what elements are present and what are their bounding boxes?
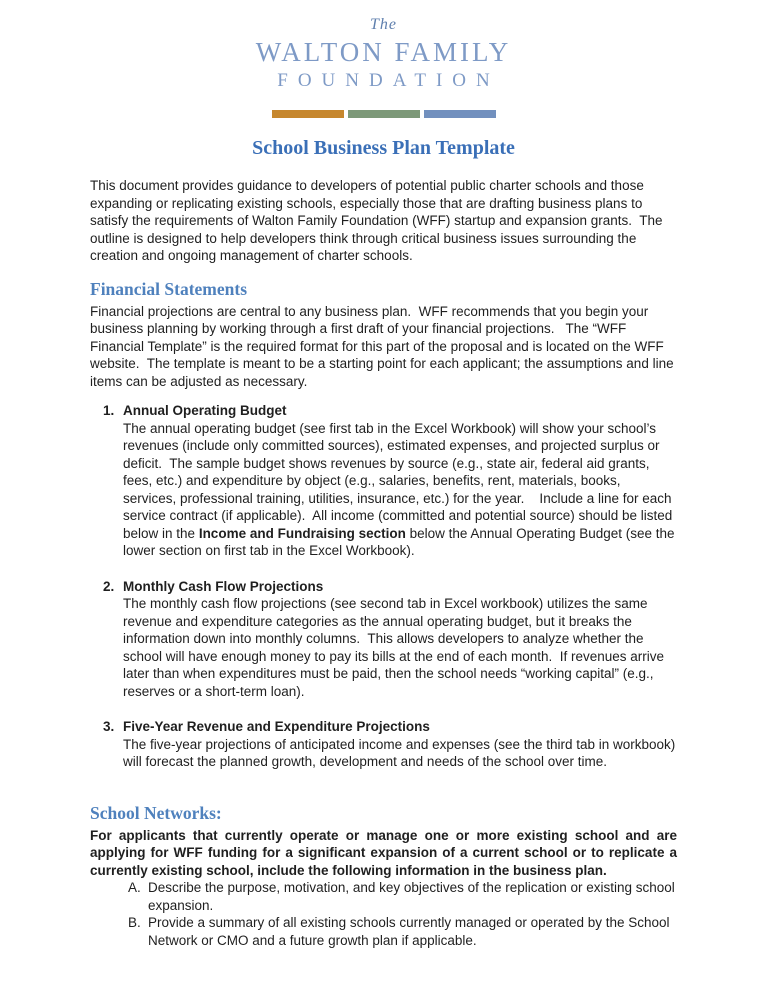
item-number: 1. [103, 403, 115, 418]
item-body [123, 420, 677, 560]
item-heading: Monthly Cash Flow Projections [123, 578, 324, 594]
item-heading: Five-Year Revenue and Expenditure Projections [123, 719, 430, 734]
lettered-list [128, 879, 677, 949]
item-letter: B. [128, 915, 141, 930]
item-content [123, 578, 677, 701]
item-number: 2. [103, 578, 115, 594]
item-body-text: below the Annual Operating Budget (see the lower section on first tab in the Excel Workbook). [123, 525, 679, 558]
page-title: School Business Plan Template [252, 137, 515, 159]
logo-bar-orange [272, 110, 344, 118]
item-body-bold-text: Income and Fundraising section [198, 525, 406, 541]
item-text: Describe the purpose, motivation, and key objectives of the replication or existing school expansion. [148, 880, 679, 913]
numbered-item-five-year-projections [103, 718, 680, 771]
numbered-list [103, 402, 680, 771]
numbered-item-annual-operating-budget [103, 402, 677, 560]
item-body-text: The annual operating budget (see first tab in the Excel Workbook) will show your school’s revenues (include only committed sources), estimated expenses, and projected surplus or deficit. The sample budget shows revenues by source (e.g., state air, federal aid grants, fees, etc.) and expenditure by object (e.g., salaries, benefits, rent, materials, books, services, professional training, utilities, insurance, etc.) for the year. Include a line for each service contract (if applicable). All income (committed and potential source) should be listed below in the [123, 420, 677, 541]
section-heading-school-networks: School Networks: [90, 802, 222, 823]
logo-subname: FOUNDATION [277, 70, 500, 91]
item-body: The monthly cash flow projections (see second tab in Excel workbook) utilizes the same revenue and expenditure categories as the annual operating budget, but it breaks the information down into monthly columns. This allows developers to analyze whether the school will have enough money to pay its bills at the end of each month. If revenues arrive later than when expenditures must be paid, then the school needs “working capital” (e.g., reserves or a short-term loan). [123, 596, 668, 699]
logo-name: WALTON FAMILY [255, 37, 512, 67]
item-content [123, 718, 680, 771]
logo-prefix: The [370, 16, 397, 33]
intro-paragraph: This document provides guidance to developers of potential public charter schools and those expanding or replicating existing schools, especially those that are drafting business plans to satisfy the requirements of Walton Family Foundation (WFF) startup and expansion grants. The outline is designed to help developers think through critical business issues surrounding the creation and ongoing management of charter schools. [90, 178, 667, 263]
logo-bar-green [348, 110, 420, 118]
walton-family-foundation-logo [90, 16, 677, 118]
item-body: The five-year projections of anticipated income and expenses (see the third tab in workbook) will forecast the planned growth, development and needs of the school over time. [123, 736, 680, 769]
school-networks-paragraph: For applicants that currently operate or manage one or more existing school and are applying for WFF funding for a significant expansion of a current school or to replicate a currently existing school, include the following information in the business plan. [90, 827, 677, 878]
item-number: 3. [103, 719, 115, 734]
financial-statements-paragraph: Financial projections are central to any business plan. WFF recommends that you begin your business planning by working through a first draft of your financial projections. The “WFF Financial Template” is the required format for this part of the proposal and is located on the WFF website. The template is meant to be a starting point for each applicant; the assumptions and line items can be adjusted as necessary. [90, 303, 678, 389]
numbered-item-monthly-cash-flow [103, 578, 677, 701]
item-heading: Annual Operating Budget [123, 403, 287, 418]
lettered-item-b [128, 914, 677, 949]
item-letter: A. [128, 880, 141, 895]
section-heading-financial-statements: Financial Statements [90, 278, 248, 299]
lettered-item-a [128, 879, 677, 914]
logo-bars [90, 110, 677, 118]
item-content [123, 402, 677, 560]
logo-bar-blue [424, 110, 496, 118]
item-text: Provide a summary of all existing schools currently managed or operated by the School Network or CMO and a future growth plan if applicable. [148, 915, 674, 948]
